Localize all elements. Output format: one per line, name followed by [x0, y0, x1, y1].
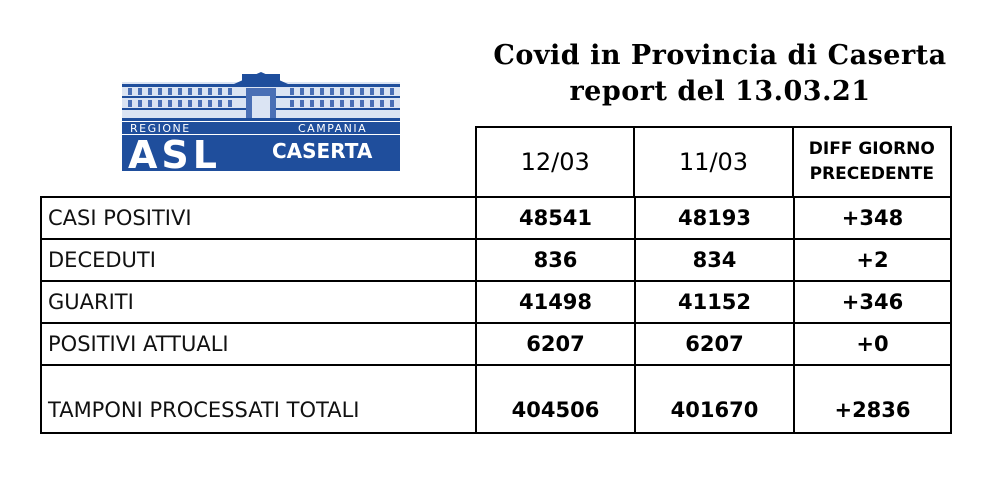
- row-label: POSITIVI ATTUALI: [40, 324, 475, 364]
- header-diff: [792, 128, 950, 196]
- row-value-12-03: 48541: [475, 198, 634, 238]
- table-row: [40, 322, 952, 364]
- row-value-12-03: 41498: [475, 282, 634, 322]
- row-diff: +346: [793, 282, 952, 322]
- header-date-2: 11/03: [633, 128, 791, 196]
- svg-text:CASERTA: CASERTA: [272, 139, 373, 163]
- title-line-2: report del 13.03.21: [569, 76, 871, 107]
- row-value-12-03: 6207: [475, 324, 634, 364]
- row-diff: +348: [793, 198, 952, 238]
- row-value-11-03: 834: [634, 240, 793, 280]
- row-diff: +2: [793, 240, 952, 280]
- row-label: GUARITI: [40, 282, 475, 322]
- header-diff-line-1: DIFF GIORNO: [808, 139, 935, 159]
- header-diff-line-2: PRECEDENTE: [809, 164, 935, 184]
- row-value-11-03: 41152: [634, 282, 793, 322]
- row-value-12-03: 404506: [475, 366, 634, 432]
- svg-text:REGIONE: REGIONE: [130, 122, 191, 135]
- row-label: TAMPONI PROCESSATI TOTALI: [40, 366, 475, 432]
- row-diff: +0: [793, 324, 952, 364]
- header-date-1: 12/03: [520, 148, 590, 176]
- svg-text:CAMPANIA: CAMPANIA: [298, 122, 368, 135]
- row-value-11-03: 6207: [634, 324, 793, 364]
- table-row: [40, 364, 952, 432]
- table-header: [475, 126, 952, 196]
- asl-caserta-logo: [122, 72, 400, 174]
- data-table: [40, 196, 952, 434]
- report-title: [470, 38, 970, 110]
- row-value-11-03: 48193: [634, 198, 793, 238]
- row-value-12-03: 836: [475, 240, 634, 280]
- table-row: [40, 280, 952, 322]
- table-row: [40, 198, 952, 238]
- row-value-11-03: 401670: [634, 366, 793, 432]
- svg-text:ASL: ASL: [128, 133, 221, 174]
- row-diff: +2836: [793, 366, 952, 432]
- row-label: CASI POSITIVI: [40, 198, 475, 238]
- title-line-1: Covid in Provincia di Caserta: [493, 40, 947, 71]
- row-label: DECEDUTI: [40, 240, 475, 280]
- table-row: [40, 238, 952, 280]
